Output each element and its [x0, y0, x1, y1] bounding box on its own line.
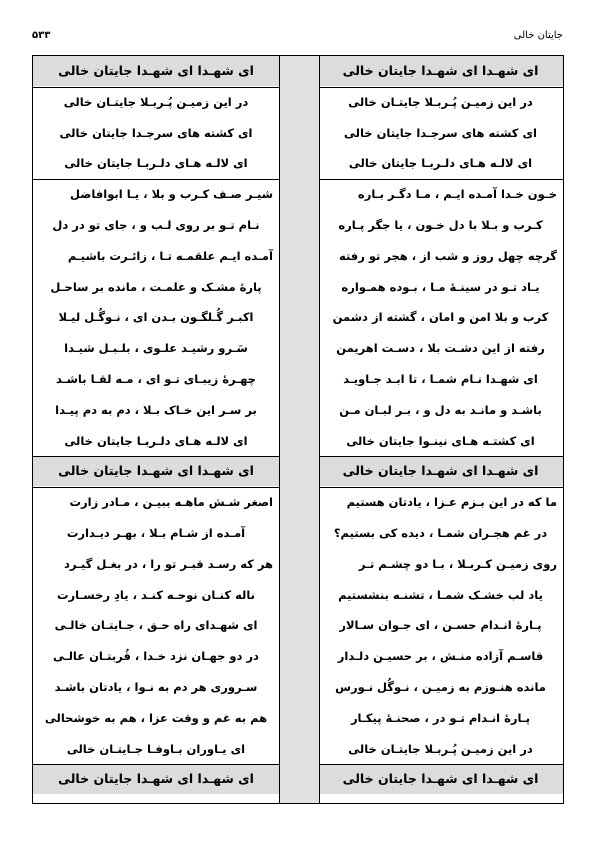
verse-line: کرب و بلا امن و امان ، گشته از دشمن — [332, 310, 549, 325]
refrain-line: ای شهـدا ای شهـدا جایتان خالی — [318, 764, 563, 794]
running-title: جایتان خالی — [513, 30, 563, 41]
poem-column-left — [33, 56, 279, 803]
verse-line: خـون خـدا آمـده ایـم ، مـا دگـر بـاره — [357, 187, 557, 202]
row-divider — [318, 487, 563, 488]
verse-line: سـروری هر دم به نـوا ، یادتان باشـد — [54, 680, 258, 694]
verse-line: اصغر شـش ماهـه ببیـن ، مـادر زارت — [69, 495, 273, 510]
page-header — [32, 28, 563, 48]
verse-line: ای شهـدا نـام شمـا ، تا ابـد جـاویـد — [343, 372, 538, 386]
verse-line: بر سـر این خـاک بـلا ، دم به دم پیـدا — [55, 402, 257, 417]
verse-line: ما که در این بـزم عـزا ، یادتان هستیم — [346, 495, 557, 510]
verse-line: هم به غم و وقت عزا ، هم به خوشحالی — [44, 710, 268, 725]
verse-line: هر که رسـد قبـر تو را ، در بغـل گیـرد — [64, 556, 273, 571]
row-divider — [318, 764, 563, 765]
verse-line: نـام تـو بر روی لـب و ، جای تو در دل — [52, 218, 260, 232]
row-divider — [33, 764, 279, 765]
refrain-line: ای شهـدا ای شهـدا جایتان خالی — [318, 56, 563, 86]
verse-line: پـارۀ انـدام حسـن ، ای جـوان سـالار — [339, 618, 542, 633]
row-divider — [33, 487, 279, 488]
verse-line: ای لالـه هـای دلـربـا جایتان خالی — [348, 156, 533, 171]
column-gutter — [279, 56, 320, 803]
verse-line: سَـرو رشیـد علـوی ، بلـبـل شیـدا — [64, 341, 248, 356]
verse-line: روی زمیـن کـربـلا ، بـا دو چشـم تـر — [358, 556, 557, 571]
refrain-line: ای شهـدا ای شهـدا جایتان خالی — [33, 56, 279, 86]
refrain-line: ای شهـدا ای شهـدا جایتان خالی — [33, 456, 279, 486]
verse-line: ای کشتـه هـای نینـوا جایتان خالی — [346, 433, 535, 448]
verse-line: گرچه چهل روز و شب از ، هجر تو رفته — [339, 248, 557, 263]
refrain-line: ای شهـدا ای شهـدا جایتان خالی — [33, 764, 279, 794]
poem-column-right — [318, 56, 563, 803]
verse-line: شیـر صـف کـرب و بلا ، یـا ابوافاضل — [70, 187, 273, 202]
verse-line: رفته از این دشـت بلا ، دسـت اهریمن — [336, 341, 545, 356]
verse-line: اکبـر گُـلگـون بـدن ای ، نـوگُـل لیـلا — [58, 310, 254, 325]
verse-line: پـارۀ انـدام تـو در ، صحنـۀ پیکـار — [350, 710, 531, 725]
verse-line: پارۀ مشـک و علمـت ، مانده بر ساحـل — [50, 279, 262, 294]
row-divider — [318, 179, 563, 180]
verse-line: آمـده از شـام بـلا ، بهـر دیـدارت — [66, 526, 246, 540]
verse-line: ای لالـه هـای دلـربـا جایتان خالی — [64, 433, 248, 448]
verse-line: یـاد تـو در سینـۀ مـا ، بـوده همـواره — [341, 279, 540, 294]
verse-line: یاد لب خشـک شمـا ، تشنـه بنشستیم — [338, 587, 543, 602]
row-divider — [33, 87, 279, 88]
refrain-line: ای شهـدا ای شهـدا جایتان خالی — [318, 456, 563, 486]
verse-line: در غم هجـران شمـا ، دیده کی بستیم؟ — [333, 526, 548, 540]
verse-line: مانده هنـوزم به زمیـن ، نـوگُل نـورس — [335, 680, 546, 694]
verse-line: ای کشته های سرجـدا جایتان خالی — [59, 125, 253, 140]
row-divider — [33, 179, 279, 180]
verse-line: ای کشته های سرجـدا جایتان خالی — [344, 125, 537, 140]
row-divider — [318, 87, 563, 88]
verse-line: باشـد و مانـد به دل و ، بـر لبـان مـن — [339, 402, 542, 417]
verse-line: ای شهـدای راه حـق ، جـایتـان خالـی — [54, 618, 258, 633]
verse-line: در دو جهـان نزد خـدا ، قُربتـان عالـی — [53, 649, 259, 664]
verse-line: چهـرۀ زیبـای تـو ای ، مـه لقـا باشـد — [56, 372, 256, 386]
row-divider — [318, 456, 563, 457]
verse-line: در این زمیـن پُـربـلا جایتـان خالی — [348, 94, 533, 109]
row-divider — [33, 456, 279, 457]
verse-line: قاسـم آزاده منـش ، بر حسیـن دلـدار — [337, 649, 544, 664]
poem-table — [32, 55, 564, 804]
verse-line: ای لالـه هـای دلـربـا جایتان خالی — [64, 156, 248, 171]
verse-line: در این زمیـن پُـربـلا جایتـان خالی — [63, 94, 249, 109]
verse-line: ناله کنـان نوحـه کنـد ، یادِ رخسـارت — [56, 587, 255, 602]
verse-line: آمـده ایـم علقمـه تـا ، زائـرت باشیـم — [67, 248, 273, 263]
verse-line: کـرب و بـلا با دل خـون ، یا جگر پـاره — [338, 218, 543, 232]
page-number: ۵۳۳ — [32, 30, 51, 41]
verse-line: در این زمیـن پُـربـلا جایتـان خالی — [348, 741, 533, 756]
verse-line: ای یـاوران بـاوفـا جـایتـان خالی — [66, 741, 246, 756]
